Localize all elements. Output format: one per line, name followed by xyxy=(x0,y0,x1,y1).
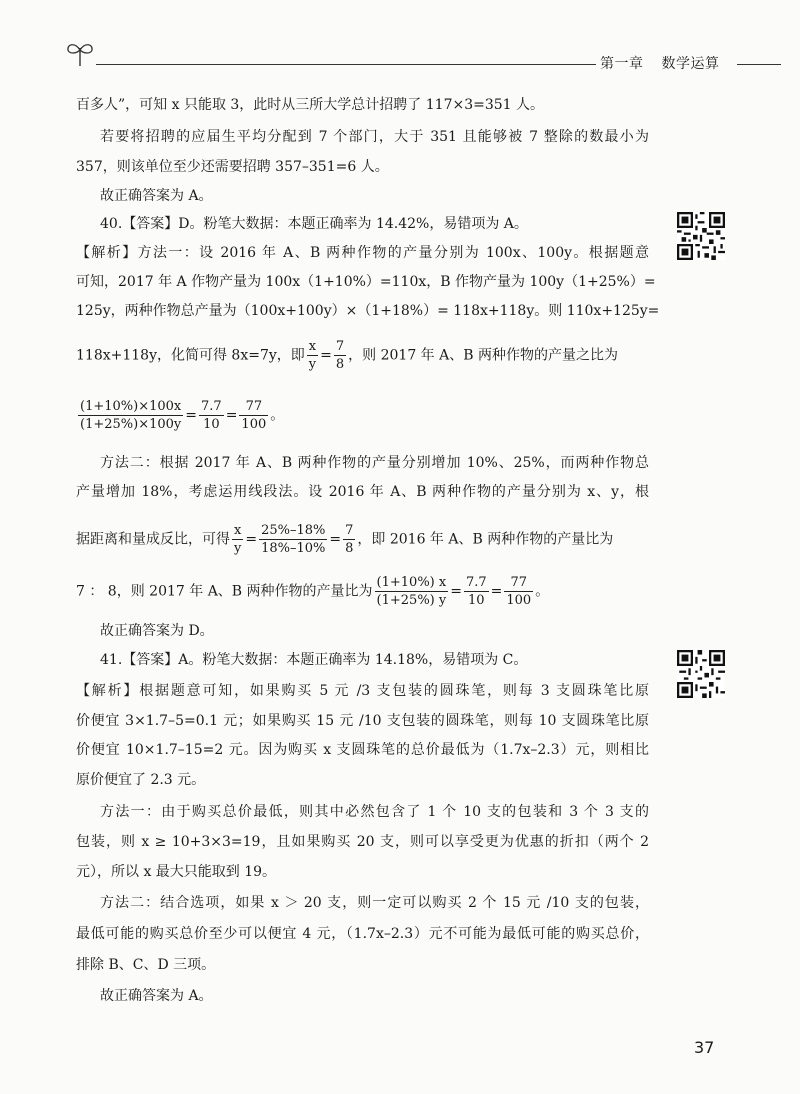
denominator: 8 xyxy=(335,357,345,372)
denominator: 10 xyxy=(468,593,485,608)
text-line: 【解析】方法一：设 2016 年 A、B 两种作物的产量分别为 100x、100y。根据题意 xyxy=(76,245,649,261)
qr-code-icon[interactable] xyxy=(677,650,725,698)
section-label: 数学运算 xyxy=(661,56,720,72)
text-line: 可知，2017 年 A 作物产量为 100x（1+10%）=110x，B 作物产量为 100y（1+25%）= xyxy=(76,274,656,290)
text-line: 百多人”，可知 x 只能取 3，此时从三所大学总计招聘了 117×3=351 人。 xyxy=(76,97,545,113)
denominator: (1+25%)×100y xyxy=(80,417,182,432)
fraction xyxy=(259,522,327,557)
chapter-label: 第一章 xyxy=(600,56,644,72)
equals: = xyxy=(185,407,197,424)
text-segment: ，即 2016 年 A、B 两种作物的产量比为 xyxy=(357,531,614,548)
header-rule-end xyxy=(737,64,781,65)
text-line: 原价便宜了 2.3 元。 xyxy=(76,772,206,788)
numerator: 77 xyxy=(504,574,533,592)
denominator: y xyxy=(234,541,242,556)
text-line: 故正确答案为 A。 xyxy=(100,988,213,1004)
equals: = xyxy=(245,531,258,548)
text-line: 包装，则 x ≥ 10+3×3=19，且如果购买 20 支，则可以享受更为优惠的折扣（两个 2 xyxy=(76,834,649,850)
text-line: 方法二：根据 2017 年 A、B 两种作物的产量分别增加 10%、25%，而两种作物总 xyxy=(100,455,649,471)
text-line xyxy=(76,338,649,373)
denominator: y xyxy=(308,357,317,372)
text-segment: 7 ： 8，则 2017 年 A、B 两种作物的产量比为 xyxy=(76,583,373,600)
numerator: x xyxy=(232,522,243,540)
text-line: 排除 B、C、D 三项。 xyxy=(76,957,216,973)
denominator: 100 xyxy=(506,593,532,608)
numerator: x xyxy=(307,338,318,356)
fraction xyxy=(334,338,346,373)
text-line: 357，则该单位至少还需要招聘 357–351=6 人。 xyxy=(76,159,389,175)
period: 。 xyxy=(270,407,285,424)
text-line: 故正确答案为 A。 xyxy=(100,188,213,204)
text-line: 故正确答案为 D。 xyxy=(100,623,214,639)
equals: = xyxy=(490,583,503,600)
text-line: 产量增加 18%，考虑运用线段法。设 2016 年 A、B 两种作物的产量分别为 x、y，根 xyxy=(76,484,649,500)
numerator: 7 xyxy=(335,339,345,354)
text-line xyxy=(76,574,649,609)
text-line: 方法一：由于购买总价最低，则其中必然包含了 1 个 10 支的包装和 3 个 3 支的 xyxy=(100,804,649,820)
text-line: 价便宜 10×1.7–15=2 元。因为购买 x 支圆珠笔的总价最低为（1.7x–2.3）元，则相比 xyxy=(76,742,649,758)
fraction xyxy=(343,522,355,557)
text-line: 125y，两种作物总产量为（100x+100y）×（1+18%）= 118x+118y。则 110x+125y= xyxy=(76,303,660,319)
text-line: 最低可能的购买总价至少可以便宜 4 元，（1.7x–2.3）元不可能为最低可能的购买总价， xyxy=(76,926,649,942)
text-line: 【解析】根据题意可知，如果购买 5 元 /3 支包装的圆珠笔，则每 3 支圆珠笔比原 xyxy=(76,683,649,699)
denominator: 100 xyxy=(241,417,267,432)
fraction xyxy=(464,574,489,609)
numerator: 25%–18% xyxy=(261,523,326,538)
fraction xyxy=(232,522,243,557)
equals: = xyxy=(329,531,342,548)
formula-line xyxy=(76,398,649,433)
text-line: 若要将招聘的应届生平均分配到 7 个部门，大于 351 且能够被 7 整除的数最小为 xyxy=(100,129,649,145)
equals: = xyxy=(450,583,462,600)
numerator: (1+10%) x xyxy=(375,574,449,592)
denominator: 10 xyxy=(203,417,220,432)
denominator: 8 xyxy=(345,541,354,556)
running-header xyxy=(600,53,720,73)
answer-40: 40.【答案】D。粉笔大数据：本题正确率为 14.42%，易错项为 A。 xyxy=(100,216,528,232)
text-segment: 118x+118y，化简可得 8x=7y，即 xyxy=(76,347,305,364)
denominator: 18%–10% xyxy=(261,541,326,556)
fraction xyxy=(78,398,183,433)
fraction xyxy=(307,338,318,373)
sprout-logo-icon xyxy=(64,38,96,68)
text-line: 价便宜 3×1.7–5=0.1 元；如果购买 15 元 /10 支包装的圆珠笔，则每 10 支圆珠笔比原 xyxy=(76,713,649,729)
numerator: 7.7 xyxy=(201,399,222,414)
text-line: 元），所以 x 最大只能取到 19。 xyxy=(76,864,277,880)
answer-41: 41.【答案】A。粉笔大数据：本题正确率为 14.18%，易错项为 C。 xyxy=(100,652,528,668)
text-segment: 据距离和量成反比，可得 xyxy=(76,531,230,548)
equals: = xyxy=(320,347,332,364)
numerator: 7 xyxy=(345,523,354,538)
text-segment: ，则 2017 年 A、B 两种作物的产量之比为 xyxy=(348,347,618,364)
page-number: 37 xyxy=(694,1038,715,1057)
fraction xyxy=(199,398,224,433)
fraction xyxy=(375,574,449,609)
numerator: (1+10%)×100x xyxy=(78,398,183,416)
equals: = xyxy=(225,407,238,424)
fraction xyxy=(239,398,268,433)
fraction xyxy=(504,574,533,609)
denominator: (1+25%) y xyxy=(376,593,447,608)
numerator: 77 xyxy=(239,398,268,416)
numerator: 7.7 xyxy=(465,575,487,590)
period: 。 xyxy=(535,583,550,600)
text-line xyxy=(76,522,649,557)
text-line: 方法二：结合选项，如果 x ＞ 20 支，则一定可以购买 2 个 15 元 /10 支的包装， xyxy=(100,895,649,911)
header-rule xyxy=(96,64,596,65)
qr-code-icon[interactable] xyxy=(677,212,725,260)
